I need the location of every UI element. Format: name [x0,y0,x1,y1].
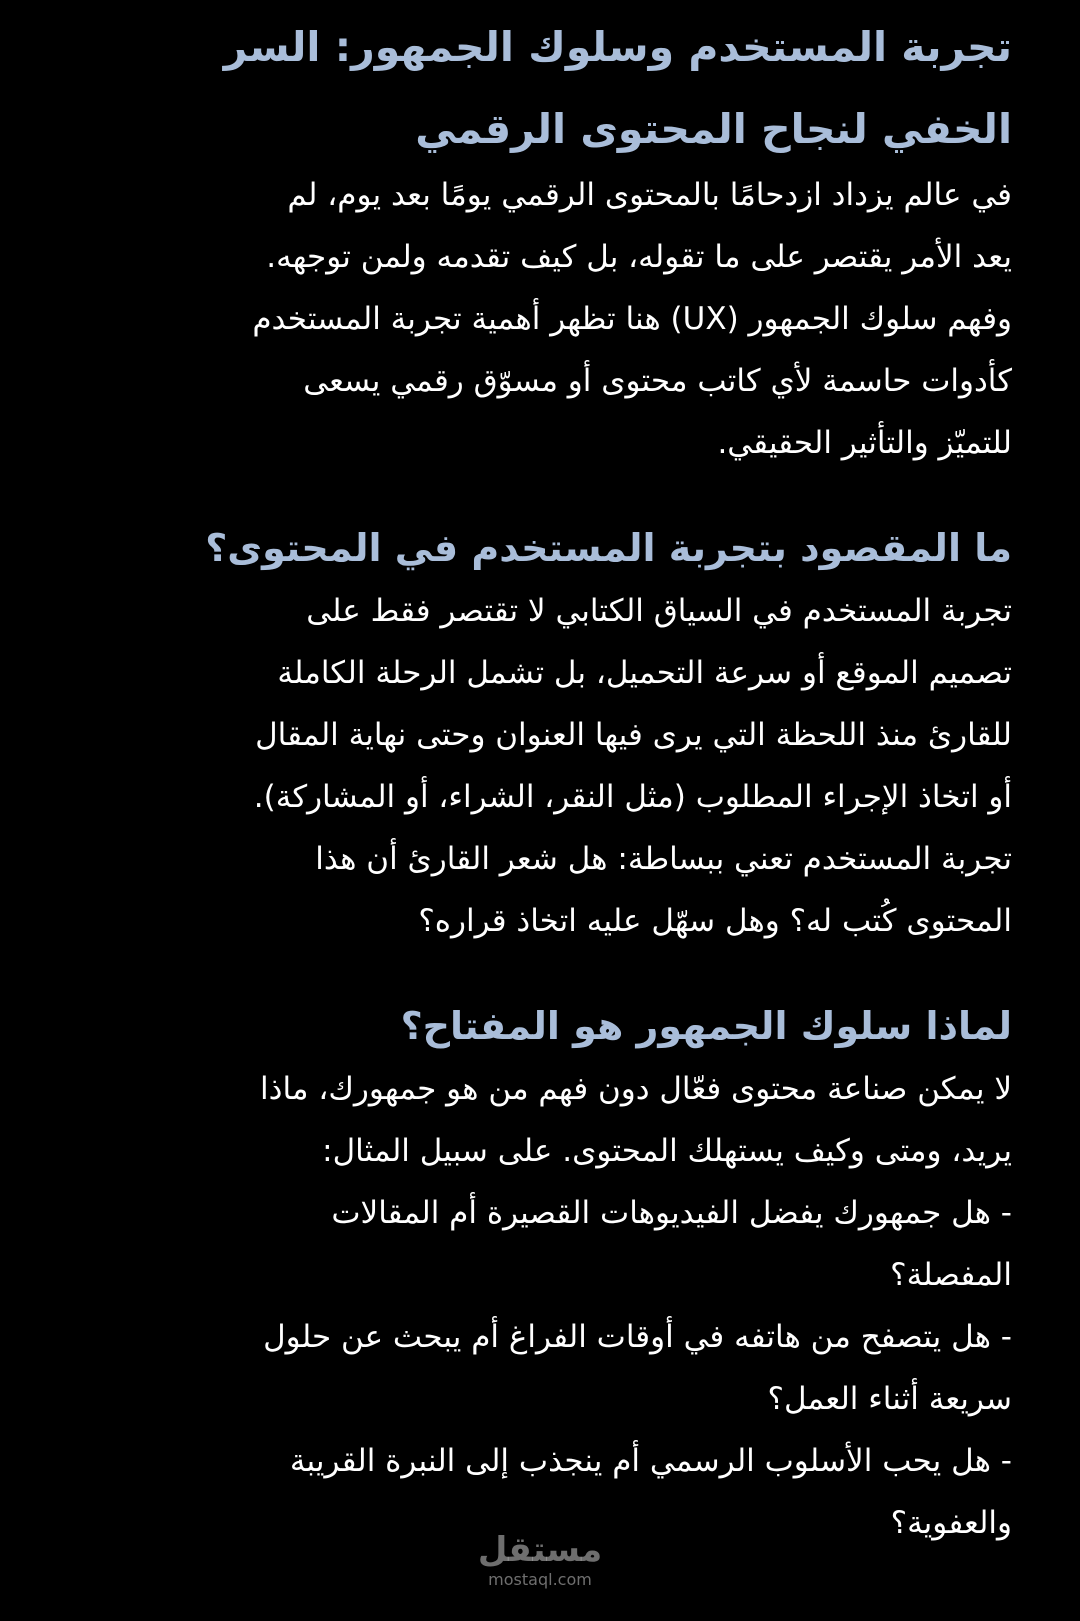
text-line: للقارئ منذ اللحظة التي يرى فيها العنوان وحتى نهاية المقال [255,717,1012,753]
section-body [62,1058,1012,1554]
text-line: أو اتخاذ الإجراء المطلوب (مثل النقر، الشراء، أو المشاركة). [253,779,1012,815]
list-item: - هل يحب الأسلوب الرسمي أم ينجذب إلى النبرة القريبة [289,1443,1012,1479]
text-line: يريد، ومتى وكيف يستهلك المحتوى. على سبيل المثال: [322,1133,1012,1169]
text-line: وفهم سلوك الجمهور (UX) هنا تظهر أهمية تجربة المستخدم [252,301,1012,337]
intro-paragraph [62,164,1012,474]
watermark-logo [470,1530,610,1590]
text-line: المحتوى كُتب له؟ وهل سهّل عليه اتخاذ قراره؟ [418,903,1012,939]
text-line: تجربة المستخدم تعني ببساطة: هل شعر القارئ أن هذا [315,841,1012,877]
text-line: للتميّز والتأثير الحقيقي. [717,425,1012,461]
text-line: والعفوية؟ [890,1505,1012,1541]
watermark-logo-text: مستقل [477,1530,603,1570]
section-heading: ما المقصود بتجربة المستخدم في المحتوى؟ [205,526,1012,570]
article-title [62,6,1012,170]
title-line: تجربة المستخدم وسلوك الجمهور: السر [223,23,1012,71]
watermark-url: mostaql.com [488,1570,592,1589]
text-line: يعد الأمر يقتصر على ما تقوله، بل كيف تقدمه ولمن توجهه. [266,239,1012,275]
text-line: في عالم يزداد ازدحامًا بالمحتوى الرقمي يومًا بعد يوم، لم [287,177,1012,213]
article [62,6,1012,1554]
text-line: سريعة أثناء العمل؟ [767,1381,1012,1417]
section-heading: لماذا سلوك الجمهور هو المفتاح؟ [400,1004,1012,1048]
text-line: تصميم الموقع أو سرعة التحميل، بل تشمل الرحلة الكاملة [277,655,1012,691]
text-line: كأدوات حاسمة لأي كاتب محتوى أو مسوّق رقمي يسعى [303,363,1012,399]
text-line: لا يمكن صناعة محتوى فعّال دون فهم من هو جمهورك، ماذا [260,1071,1012,1107]
section-body [62,580,1012,952]
title-line: الخفي لنجاح المحتوى الرقمي [415,105,1012,153]
text-line: تجربة المستخدم في السياق الكتابي لا تقتصر فقط على [306,593,1012,629]
list-item: - هل جمهورك يفضل الفيديوهات القصيرة أم المقالات [331,1195,1012,1231]
list-item: - هل يتصفح من هاتفه في أوقات الفراغ أم يبحث عن حلول [263,1319,1012,1355]
text-line: المفصلة؟ [890,1257,1012,1293]
